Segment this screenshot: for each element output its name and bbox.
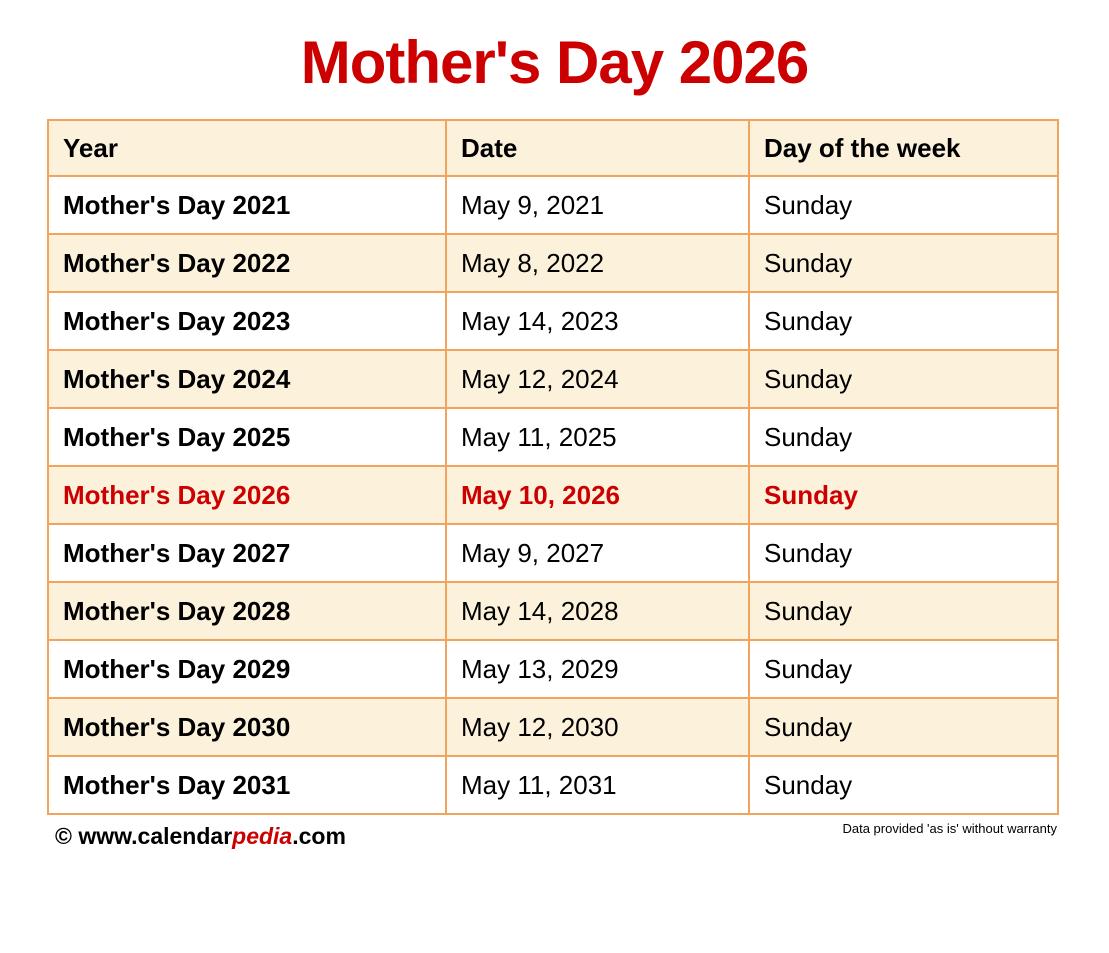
copyright-prefix: © www.calendar bbox=[55, 823, 233, 849]
cell-year: Mother's Day 2026 bbox=[48, 466, 446, 524]
cell-year: Mother's Day 2028 bbox=[48, 582, 446, 640]
column-header-year: Year bbox=[48, 120, 446, 176]
table-row bbox=[48, 640, 1058, 698]
page-title: Mother's Day 2026 bbox=[300, 29, 809, 96]
cell-year: Mother's Day 2029 bbox=[48, 640, 446, 698]
cell-day: Sunday bbox=[749, 756, 1058, 814]
cell-date: May 9, 2027 bbox=[446, 524, 749, 582]
cell-year: Mother's Day 2027 bbox=[48, 524, 446, 582]
mothers-day-table bbox=[47, 119, 1059, 815]
table-row bbox=[48, 466, 1058, 524]
cell-day: Sunday bbox=[749, 350, 1058, 408]
cell-date: May 14, 2028 bbox=[446, 582, 749, 640]
cell-year: Mother's Day 2021 bbox=[48, 176, 446, 234]
cell-date: May 14, 2023 bbox=[446, 292, 749, 350]
table-row bbox=[48, 408, 1058, 466]
table-body bbox=[48, 176, 1058, 814]
table-row bbox=[48, 350, 1058, 408]
column-header-date: Date bbox=[446, 120, 749, 176]
cell-day: Sunday bbox=[749, 524, 1058, 582]
cell-date: May 13, 2029 bbox=[446, 640, 749, 698]
table-row bbox=[48, 698, 1058, 756]
cell-date: May 11, 2025 bbox=[446, 408, 749, 466]
table-row bbox=[48, 756, 1058, 814]
cell-day: Sunday bbox=[749, 698, 1058, 756]
table-row bbox=[48, 234, 1058, 292]
cell-day: Sunday bbox=[749, 640, 1058, 698]
cell-day: Sunday bbox=[749, 176, 1058, 234]
cell-date: May 12, 2024 bbox=[446, 350, 749, 408]
cell-day: Sunday bbox=[749, 582, 1058, 640]
cell-year: Mother's Day 2023 bbox=[48, 292, 446, 350]
copyright-brand-accent: pedia bbox=[232, 823, 293, 849]
copyright-text bbox=[55, 823, 346, 850]
table-row bbox=[48, 582, 1058, 640]
cell-day: Sunday bbox=[749, 234, 1058, 292]
cell-date: May 9, 2021 bbox=[446, 176, 749, 234]
cell-date: May 10, 2026 bbox=[446, 466, 749, 524]
cell-date: May 8, 2022 bbox=[446, 234, 749, 292]
cell-day: Sunday bbox=[749, 408, 1058, 466]
cell-year: Mother's Day 2024 bbox=[48, 350, 446, 408]
table-row bbox=[48, 524, 1058, 582]
footer bbox=[47, 819, 1057, 850]
disclaimer-text: Data provided 'as is' without warranty bbox=[842, 821, 1057, 836]
column-header-day-of-week: Day of the week bbox=[749, 120, 1058, 176]
cell-day: Sunday bbox=[749, 292, 1058, 350]
cell-day: Sunday bbox=[749, 466, 1058, 524]
table-row bbox=[48, 292, 1058, 350]
cell-year: Mother's Day 2031 bbox=[48, 756, 446, 814]
cell-date: May 12, 2030 bbox=[446, 698, 749, 756]
cell-year: Mother's Day 2025 bbox=[48, 408, 446, 466]
cell-year: Mother's Day 2022 bbox=[48, 234, 446, 292]
table-header-row bbox=[48, 120, 1058, 176]
cell-year: Mother's Day 2030 bbox=[48, 698, 446, 756]
table-row bbox=[48, 176, 1058, 234]
cell-date: May 11, 2031 bbox=[446, 756, 749, 814]
copyright-suffix: .com bbox=[292, 823, 346, 849]
